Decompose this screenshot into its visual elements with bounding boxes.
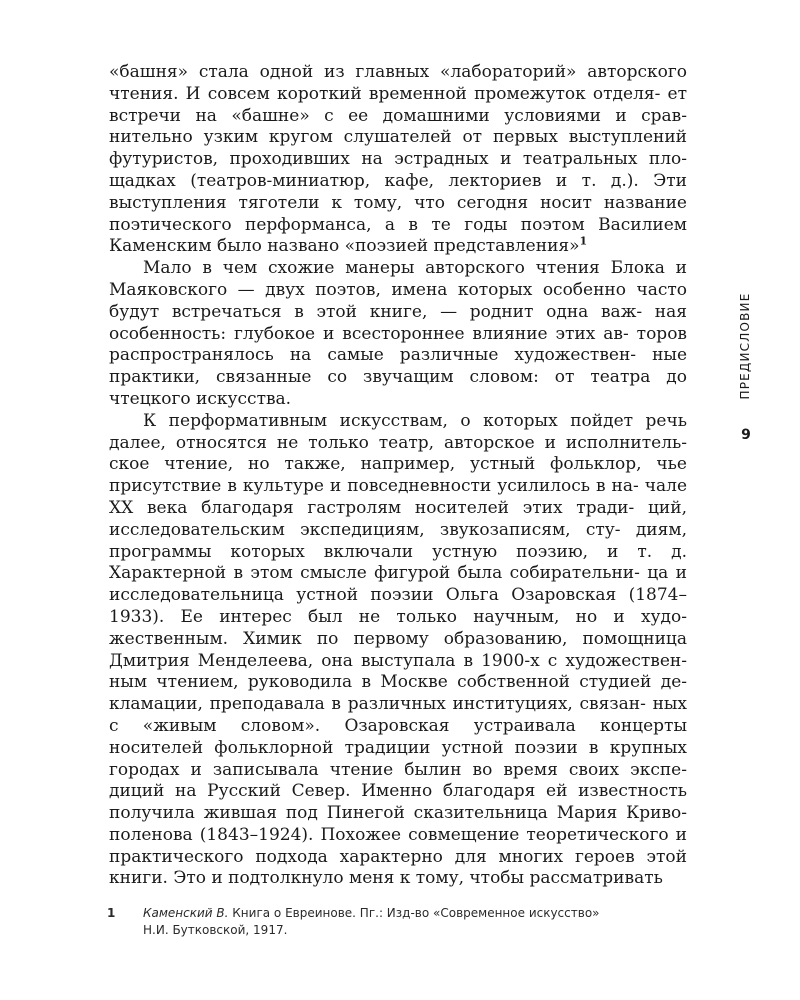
text-line: ций, исследовательским экспедициям, звукозаписям, сту- — [109, 497, 687, 540]
footnote-line-1 — [109, 905, 699, 922]
text-line: торов распространялось на самые различные художествен- — [109, 323, 687, 366]
footnote-author: Каменский В. — [143, 906, 229, 920]
text-line: присутствие в культуре и повседневности усилилось в на- — [109, 476, 639, 497]
paragraph — [109, 411, 687, 891]
page-number: 9 — [741, 427, 751, 443]
text-line: «башня» стала одной из главных «лабораторий» авторского — [109, 62, 687, 82]
running-head-label: ПРЕДИСЛОВИЕ — [738, 292, 752, 400]
text-line: ным чтением, руководила в Москве собственной студией де- — [109, 672, 687, 693]
text-line: чтения. И совсем короткий временной промежуток отделя- — [109, 83, 661, 104]
text-line: ная особенность: глубокое и всестороннее влияние этих ав- — [109, 301, 687, 344]
running-head — [737, 291, 753, 401]
text-line: Мало в чем схожие манеры авторского чтения Блока — [143, 258, 665, 279]
footnote-ref: 1 — [579, 234, 588, 248]
text-line: часто будут встречаться в этой книге, — роднит одна важ- — [109, 279, 688, 322]
text-line: ца и исследовательница устной поэзии Ольга Озаровская — [109, 563, 687, 606]
text-line: ных с «живым словом». Озаровская устраивала концерты — [109, 694, 688, 736]
text-line: выступления тяготели к тому, что сегодня носит название — [109, 192, 687, 213]
text-line: ет встречи на «башне» с ее домашними условиями и срав- — [109, 83, 687, 126]
text-line: получила жившая под Пинегой сказительница Мария Криво- — [109, 803, 687, 824]
text-line: ское чтение, но также, например, устный фольклор, чье — [109, 454, 687, 475]
text-line: книги. Это и подтолкнуло меня к тому, чтобы рассматривать — [109, 868, 663, 889]
text-line: далее, относятся не только театр, авторское и исполнитель- — [109, 432, 687, 453]
text-line: городах и записывала чтение былин во время своих экспе- — [109, 759, 687, 780]
paragraph — [109, 258, 687, 411]
text-line: Характерной в этом смысле фигурой была собирательни- — [109, 563, 640, 584]
text-line: Каменским было названо «поэзией представления» — [109, 236, 580, 257]
footnote-number: 1 — [107, 906, 116, 920]
text-line: чале XX века благодаря гастролям носителей этих тради- — [109, 476, 687, 518]
text-line: нительно узким кругом слушателей от первых выступлений — [109, 127, 687, 148]
main-text — [109, 62, 687, 890]
text-line: ные практики, связанные со звучащим словом: от театра — [109, 345, 687, 388]
footnote-text: Книга о Евреинове. Пг.: Изд-во «Современное искусство» — [228, 906, 600, 920]
text-line: кламации, преподавала в различных институциях, связан- — [109, 694, 646, 715]
text-line: (1874–1933). Ее интерес был не только научным, но и худо- — [109, 585, 687, 627]
text-line: носителей фольклорной традиции устной поэзии в крупных — [109, 737, 687, 758]
text-line: и Маяковского — двух поэтов, имена которых особенно — [109, 258, 687, 300]
paragraph — [109, 62, 687, 258]
text-line: жественным. Химик по первому образованию, помощница — [109, 628, 687, 649]
text-line: Дмитрия Менделеева, она выступала в 1900-х с художествен- — [109, 650, 687, 671]
text-line: и практического подхода характерно для многих героев этой — [109, 824, 687, 867]
text-line: К перформативным искусствам, о которых пойдет речь — [143, 410, 687, 431]
text-line: диций на Русский Север. Именно благодаря ей известность — [109, 781, 687, 802]
text-line: поэтического перформанса, а в те годы поэтом Василием — [109, 214, 687, 235]
footnote — [109, 905, 699, 939]
text-line: поленова (1843–1924). Похожее совмещение теоретического — [109, 824, 669, 845]
text-line: до чтецкого искусства. — [109, 367, 687, 409]
text-line: футуристов, проходивших на эстрадных и театральных пло- — [109, 149, 687, 170]
footnote-line-2: Н.И. Бутковской, 1917. — [143, 923, 288, 937]
text-line: щадках (театров-миниатюр, кафе, лекториев и т. д.). Эти — [109, 170, 687, 191]
text-line: диям, программы которых включали устную поэзию, и т. д. — [109, 519, 687, 562]
